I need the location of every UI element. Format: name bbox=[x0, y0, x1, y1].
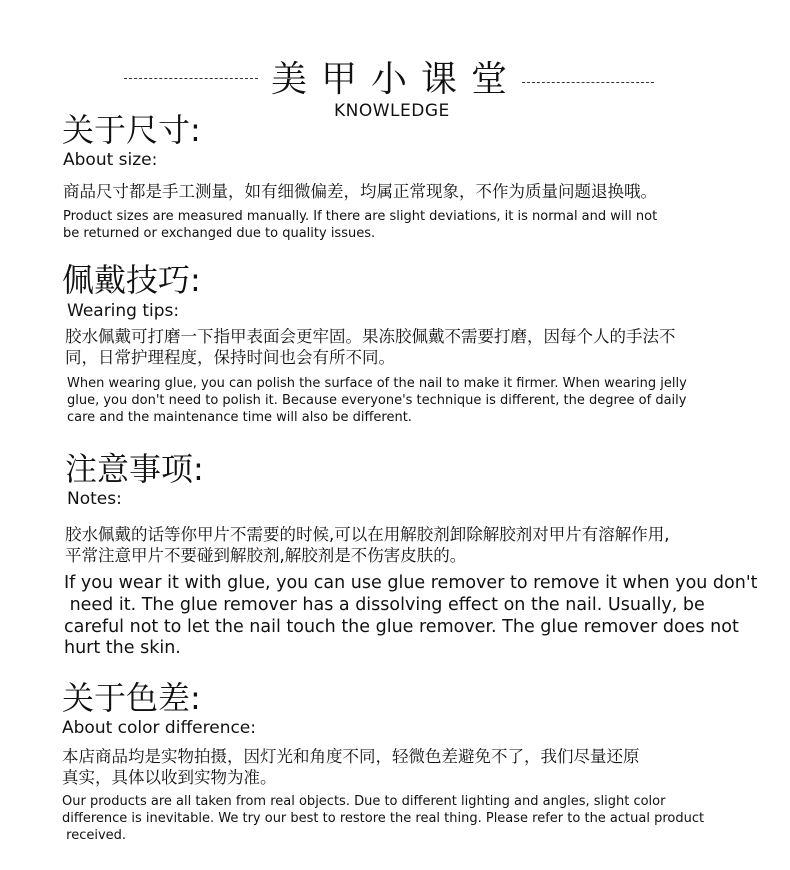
color-text-zh-line-1: 本店商品均是实物拍摄，因灯光和角度不同，轻微色差避免不了，我们尽量还原 bbox=[62, 747, 640, 766]
color-text-en-line-1: Our products are all taken from real objects. Due to different lighting and angles, slight color bbox=[62, 794, 666, 809]
size-text-en-line-2: be returned or exchanged due to quality issues. bbox=[63, 226, 376, 241]
color-text-zh-line-2: 真实，具体以收到实物为准。 bbox=[62, 768, 277, 787]
header-divider-left bbox=[124, 78, 258, 79]
page-title: 美甲小课堂 bbox=[271, 59, 522, 100]
wearing-text-zh-line-1: 胶水佩戴可打磨一下指甲表面会更牢固。果冻胶佩戴不需要打磨，因每个人的手法不 bbox=[65, 327, 676, 346]
header-divider-right bbox=[522, 82, 654, 83]
section-subheading-wearing: Wearing tips: bbox=[67, 301, 180, 321]
notes-text-en-line-4: hurt the skin. bbox=[64, 638, 181, 658]
page-subtitle: KNOWLEDGE bbox=[334, 101, 450, 121]
section-subheading-size: About size: bbox=[63, 150, 158, 170]
section-subheading-color: About color difference: bbox=[62, 718, 256, 738]
wearing-text-en-line-1: When wearing glue, you can polish the surface of the nail to make it firmer. When wearing jelly bbox=[67, 376, 687, 391]
notes-text-zh-line-1: 胶水佩戴的话等你甲片不需要的时候,可以在用解胶剂卸除解胶剂对甲片有溶解作用, bbox=[65, 525, 670, 544]
notes-text-zh-line-2: 平常注意甲片不要碰到解胶剂,解胶剂是不伤害皮肤的。 bbox=[65, 546, 467, 565]
color-text-en-line-2: difference is inevitable. We try our best to restore the real thing. Please refer to the actual product bbox=[62, 811, 705, 826]
size-text-en-line-1: Product sizes are measured manually. If there are slight deviations, it is normal and will not bbox=[63, 209, 658, 224]
wearing-text-zh-line-2: 同，日常护理程度，保持时间也会有所不同。 bbox=[65, 348, 395, 367]
notes-text-en-line-1: If you wear it with glue, you can use glue remover to remove it when you don't bbox=[64, 573, 758, 593]
wearing-text-en-line-2: glue, you don't need to polish it. Because everyone's technique is different, the degree of daily bbox=[67, 393, 687, 408]
section-heading-color: 关于色差: bbox=[62, 679, 201, 717]
notes-text-en-line-3: careful not to let the nail touch the glue remover. The glue remover does not bbox=[64, 617, 739, 637]
section-heading-wearing: 佩戴技巧: bbox=[62, 261, 201, 299]
wearing-text-en-line-3: care and the maintenance time will also be different. bbox=[67, 410, 412, 425]
section-subheading-notes: Notes: bbox=[67, 489, 122, 509]
notes-text-en-line-2: need it. The glue remover has a dissolving effect on the nail. Usually, be bbox=[64, 595, 705, 615]
section-heading-size: 关于尺寸: bbox=[62, 111, 201, 149]
section-heading-notes: 注意事项: bbox=[65, 450, 204, 488]
size-text-zh: 商品尺寸都是手工测量，如有细微偏差，均属正常现象，不作为质量问题退换哦。 bbox=[63, 182, 657, 201]
color-text-en-line-3: received. bbox=[62, 828, 127, 843]
